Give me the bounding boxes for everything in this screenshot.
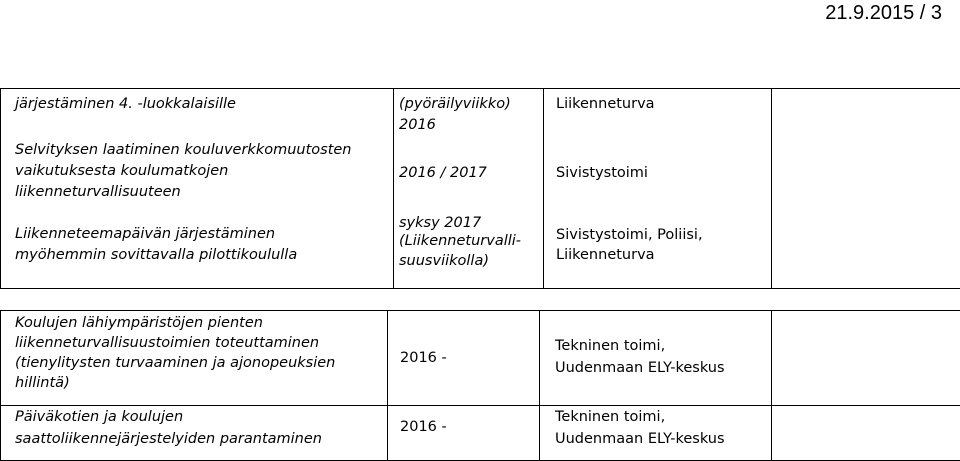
measure-cell [1, 311, 388, 406]
timing-text: syksy 2017 [399, 214, 481, 232]
timing-text: 2016 [399, 116, 436, 134]
timing-text: (pyöräilyviikko) [399, 95, 511, 113]
measure-text: Liikenneteemapäivän järjestäminen [15, 225, 275, 243]
responsible-text: Liikenneturva [556, 246, 655, 264]
timing-text: 2016 - [400, 349, 447, 367]
measure-text: saattoliikennejärjestelyiden parantaminen [15, 430, 322, 448]
responsible-text: Tekninen toimi, [555, 408, 665, 426]
responsible-text: Uudenmaan ELY-keskus [555, 430, 725, 448]
responsible-cell [540, 406, 772, 461]
responsible-cell [544, 89, 772, 289]
responsible-text: Tekninen toimi, [555, 337, 665, 355]
measure-text: myöhemmin sovittavalla pilottikoululla [15, 246, 297, 264]
measure-text: Selvityksen laatiminen kouluverkkomuutosten [15, 141, 352, 159]
measure-text: liikenneturvallisuustoimien toteuttaminen [15, 334, 319, 352]
measure-text: vaikutuksesta koulumatkojen [15, 162, 228, 180]
page-date-number: 21.9.2015 / 3 [825, 2, 942, 25]
measure-text: Päiväkotien ja koulujen [15, 408, 183, 426]
empty-cell [772, 311, 960, 406]
timing-text: (Liikenneturvalli- [399, 232, 521, 250]
empty-cell [772, 406, 960, 461]
measures-table-top [0, 88, 960, 289]
empty-cell [772, 89, 960, 289]
responsible-text: Sivistystoimi, Poliisi, [556, 226, 703, 244]
responsible-cell [540, 311, 772, 406]
measure-text: hillintä) [15, 374, 70, 392]
measure-cell [1, 89, 394, 289]
measure-text: liikenneturvallisuuteen [15, 183, 181, 201]
responsible-text: Uudenmaan ELY-keskus [555, 359, 725, 377]
measure-text: järjestäminen 4. -luokkalaisille [15, 95, 236, 113]
timing-text: 2016 / 2017 [399, 164, 487, 182]
responsible-text: Liikenneturva [556, 95, 655, 113]
responsible-text: Sivistystoimi [556, 164, 648, 182]
measure-cell [1, 406, 388, 461]
measure-text: Koulujen lähiympäristöjen pienten [15, 314, 263, 332]
timing-cell [388, 406, 540, 461]
timing-cell [394, 89, 544, 289]
measures-table-bottom [0, 310, 960, 461]
timing-text: 2016 - [400, 418, 447, 436]
measure-text: (tienylitysten turvaaminen ja ajonopeuksien [15, 354, 335, 372]
timing-cell [388, 311, 540, 406]
timing-text: suusviikolla) [399, 252, 489, 270]
